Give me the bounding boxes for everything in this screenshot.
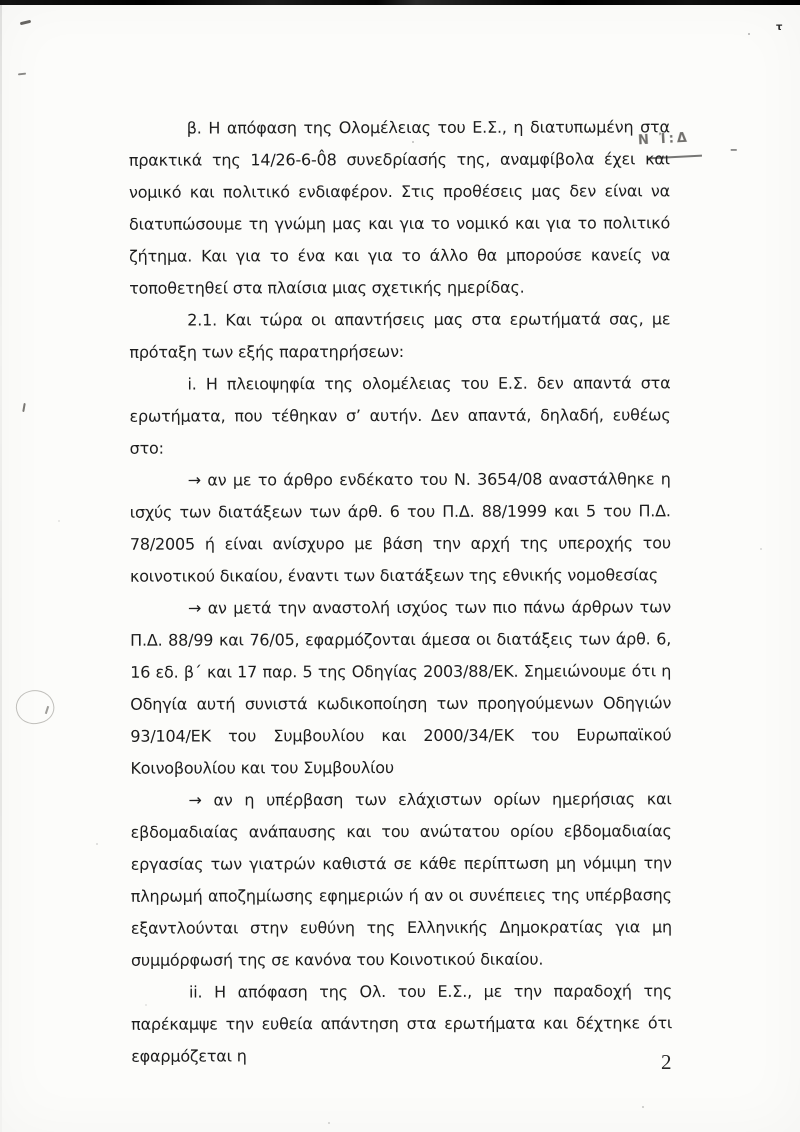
body-paragraph-point-i: i. Η πλειοψηφία της ολομέλειας του Ε.Σ. δεν απαντά στα ερωτήματα, που τέθηκαν σ’ αυτήν. Δεν απαντά, δηλαδή, ευθέως στο: xyxy=(129,373,671,458)
body-paragraph-intro: β. Η απόφαση της Ολομέλειας του Ε.Σ., η διατυπωμένη στα πρακτικά της 14/26-6-0̂8 συνεδρίασής της, αναμφίβολα έχει και νομικό και πολιτικό ενδιαφέρον. Στις προθέσεις μας δεν είναι να διατυπώσουμε τη γνώμη μας και για το νομικό και για το πολιτικό ζήτημα. Και για το ένα και για το άλλο θα μπορούσε κανείς να τοποθετηθεί στα πλαίσια μιας σχετικής ημερίδας. xyxy=(128,117,671,298)
body-paragraph-arrow-3: → αν η υπέρβαση των ελάχιστων ορίων ημερήσιας και εβδομαδιαίας ανάπαυσης και του ανώτατου ορίου εβδομαδιαίας εργασίας των γιατρών καθιστά σε κάθε περίπτωση μη νόμιμη την πληρωμή αποζημίωσης εφημεριών ή αν οι συνέπειες της υπέρβασης εξαντλούνται στην ευθύνη της Ελληνικής Δημοκρατίας για μη συμμόρφωσή της σε κανόνα του Κοινοτικού δικαίου. xyxy=(130,789,672,970)
body-paragraph-point-ii: ii. Η απόφαση της Ολ. του Ε.Σ., με την παραδοχή της παρέκαμψε την ευθεία απάντηση στα ερωτήματα και δέχτηκε ότι εφαρμόζεται η xyxy=(131,981,673,1066)
body-paragraph-2-1: 2.1. Και τώρα οι απαντήσεις μας στα ερωτήματά σας, με πρόταξη των εξής παρατηρήσεων: xyxy=(129,309,671,362)
handwritten-annotation: Ν Ἰ:Δ xyxy=(637,130,691,149)
handwritten-dash-mark: – xyxy=(730,140,738,158)
scan-left-edge-artifact xyxy=(0,0,2,1132)
scan-top-edge-artifact xyxy=(0,0,800,5)
page-number: 2 xyxy=(661,1050,672,1074)
margin-circle-artifact xyxy=(12,686,57,728)
corner-ink-mark: τ xyxy=(776,22,783,33)
margin-pen-tick xyxy=(22,403,26,412)
ink-smudge-mark xyxy=(18,73,26,76)
body-paragraph-arrow-2: → αν μετά την αναστολή ισχύος των πιο πάνω άρθρων των Π.Δ. 88/99 και 76/05, εφαρμόζονται άμεσα οι διατάξεις των άρθ. 6, 16 εδ. β΄ και 17 παρ. 5 της Οδηγίας 2003/88/ΕΚ. Σημειώνουμε ότι η Οδηγία αυτή συνιστά κωδικοποίηση των προηγούμενων Οδηγιών 93/104/ΕΚ του Συμβουλίου και 2000/34/ΕΚ του Ευρωπαϊκού Κοινοβουλίου και του Συμβουλίου xyxy=(130,597,672,778)
body-paragraph-arrow-1: → αν με το άρθρο ενδέκατο του Ν. 3654/08 αναστάλθηκε η ισχύς των διατάξεων των άρθ. 6 του Π.Δ. 88/1999 και 5 του Π.Δ. 78/2005 ή είναι ανίσχυρο με βάση την αρχή της υπεροχής του κοινοτικού δικαίου, έναντι των διατάξεων της εθνικής νομοθεσίας xyxy=(129,469,671,586)
scan-noise-specks xyxy=(0,0,2,2)
ink-smudge-mark xyxy=(20,20,31,26)
document-body xyxy=(129,111,673,1072)
